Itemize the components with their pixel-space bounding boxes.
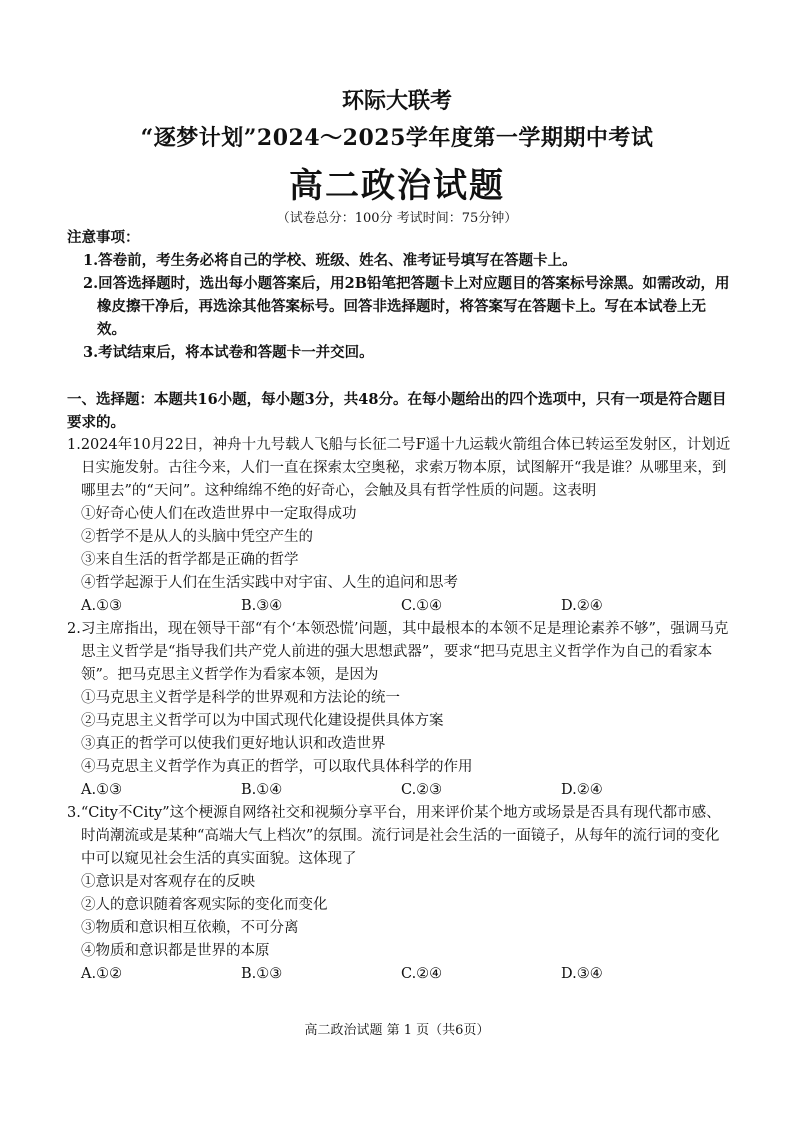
question-stem: 3.“City不City”这个梗源自网络社交和视频分享平台，用来评价某个地方或场景是否具有现代都市感、时尚潮流或是某种“高端大气上档次”的氛围。流行词是社会生活的一面镜子，从每年的流行词的变化中可以窥见社会生活的真实面貌。这体现了 — [67, 805, 721, 867]
section-title: 一、选择题：本题共16小题，每小题3分，共48分。在每小题给出的四个选项中，只有一项是符合题目要求的。 — [67, 391, 727, 431]
answer-choices — [67, 595, 733, 618]
question-option: ②马克思主义哲学可以为中国式现代化建设提供具体方案 — [81, 713, 444, 729]
answer-choices — [67, 779, 733, 802]
exam-org: 环际大联考 — [341, 88, 452, 114]
question-option: ④物质和意识都是世界的本原 — [81, 943, 270, 959]
page-footer: 高二政治试题 第 1 页（共6页） — [304, 1023, 490, 1038]
notice-item: 1.答卷前，考生务必将自己的学校、班级、姓名、准考证号填写在答题卡上。 — [83, 252, 577, 269]
choice-d: D.③④ — [561, 966, 603, 982]
choice-a: A.①③ — [81, 782, 123, 798]
choice-b: B.③④ — [241, 598, 283, 614]
choice-c: C.②③ — [401, 782, 443, 798]
notice-item: 3.考试结束后，将本试卷和答题卡一并交回。 — [83, 344, 374, 361]
choice-a: A.①② — [81, 966, 123, 982]
question-stem: 1.2024年10月22日，神舟十九号载人飞船与长征二号F遥十九运载火箭组合体已转运至发射区，计划近日实施发射。古往今来，人们一直在探索太空奥秘，求索万物本原，试图解开“我是谁？从哪里来，到哪里去”的“天问”。这种绵绵不绝的好奇心，会触及具有哲学性质的问题。这表明 — [67, 437, 731, 499]
exam-body — [67, 226, 733, 986]
choice-d: D.②④ — [561, 782, 603, 798]
question-option: ①意识是对客观存在的反映 — [81, 874, 255, 890]
page-title: 高二政治试题 — [289, 166, 505, 206]
question-1 — [67, 434, 733, 618]
notice-title: 注意事项： — [67, 229, 140, 246]
question-option: ①马克思主义哲学是科学的世界观和方法论的统一 — [81, 690, 400, 706]
question-option: ③物质和意识相互依赖，不可分离 — [81, 920, 299, 936]
choice-b: B.①③ — [241, 966, 283, 982]
question-option: ③来自生活的哲学都是正确的哲学 — [81, 552, 299, 568]
exam-meta: （试卷总分：100分 考试时间：75分钟） — [276, 211, 518, 226]
choice-d: D.②④ — [561, 598, 603, 614]
choice-b: B.①④ — [241, 782, 283, 798]
question-option: ④哲学起源于人们在生活实践中对宇宙、人生的追问和思考 — [81, 575, 458, 591]
notice-item: 2.回答选择题时，选出每小题答案后，用2B铅笔把答题卡上对应题目的答案标号涂黑。如需改动，用橡皮擦干净后，再选涂其他答案标号。回答非选择题时，将答案写在答题卡上。写在本试卷上无效。 — [83, 275, 730, 338]
question-option: ②人的意识随着客观实际的变化而变化 — [81, 897, 328, 913]
question-option: ①好奇心使人们在改造世界中一定取得成功 — [81, 506, 357, 522]
choice-c: C.①④ — [401, 598, 443, 614]
question-option: ④马克思主义哲学作为真正的哲学，可以取代具体科学的作用 — [81, 759, 473, 775]
question-3 — [67, 802, 733, 986]
choice-a: A.①③ — [81, 598, 123, 614]
question-option: ③真正的哲学可以使我们更好地认识和改造世界 — [81, 736, 386, 752]
question-2 — [67, 618, 733, 802]
question-stem: 2.习主席指出，现在领导干部“有个‘本领恐慌’问题，其中最根本的本领不足是理论素养不够”，强调马克思主义哲学是“指导我们共产党人前进的强大思想武器”，要求“把马克思主义哲学作为自己的看家本领”。把马克思主义哲学作为看家本领，是因为 — [67, 621, 729, 683]
answer-choices — [67, 963, 733, 986]
exam-name: “逐梦计划”2024～2025学年度第一学期期中考试 — [140, 125, 654, 151]
question-option: ②哲学不是从人的头脑中凭空产生的 — [81, 529, 313, 545]
choice-c: C.②④ — [401, 966, 443, 982]
